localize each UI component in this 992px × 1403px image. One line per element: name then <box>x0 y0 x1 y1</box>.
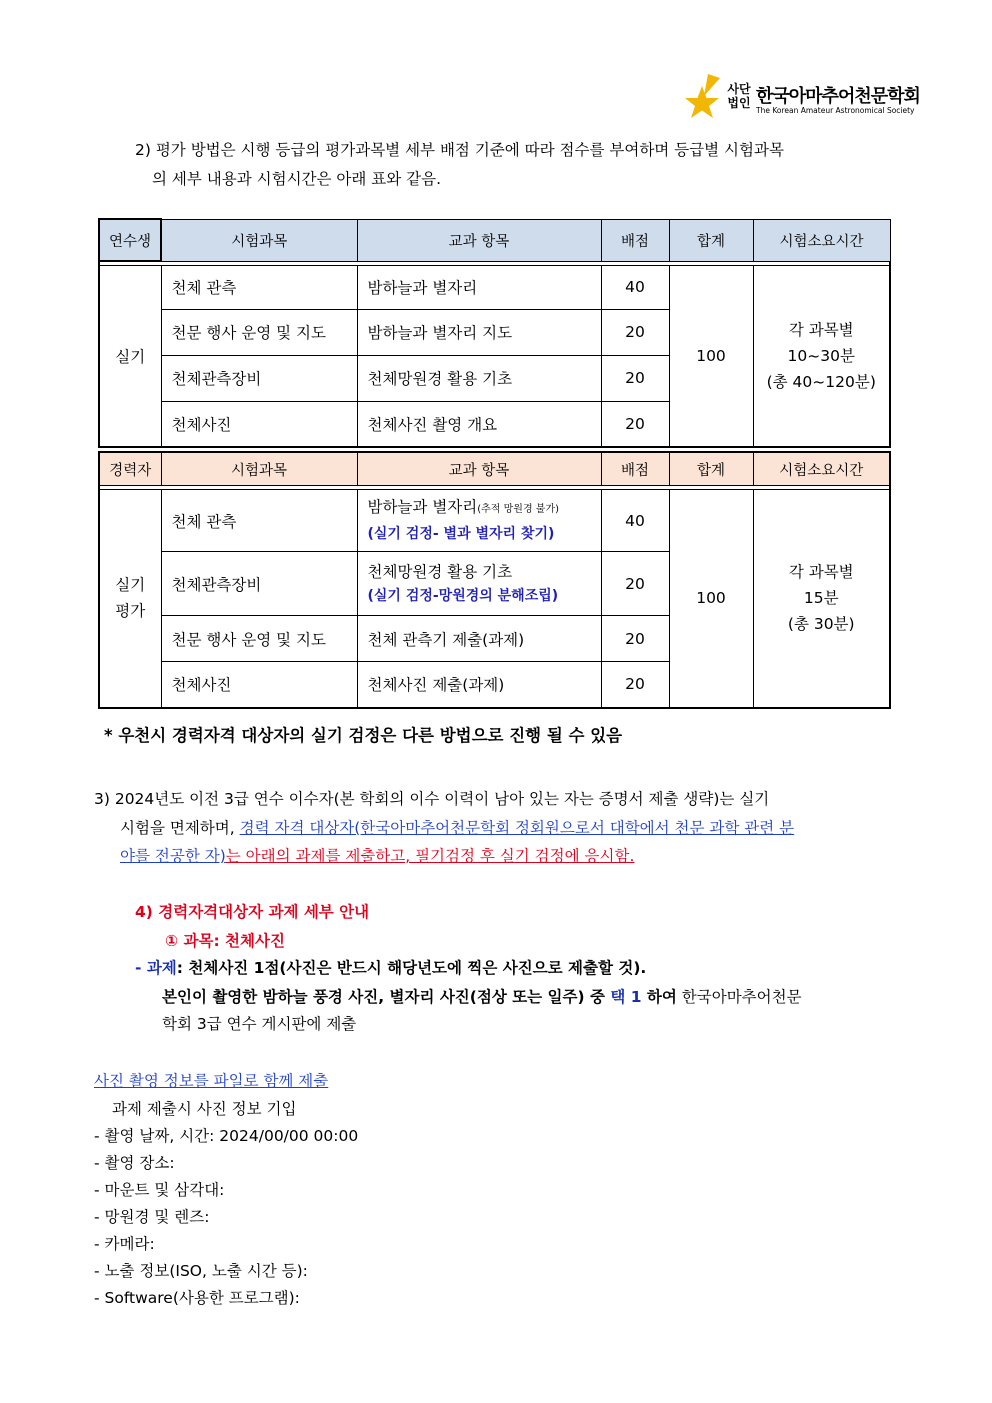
item-cell: 천체망원경 활용 기초 (실기 검정-망원경의 분해조립) <box>357 552 601 616</box>
score-cell: 20 <box>601 355 669 401</box>
header-cell: 합계 <box>669 452 753 486</box>
item-cell: 천체사진 촬영 개요 <box>357 401 601 447</box>
header-cell: 경력자 <box>99 452 161 486</box>
logo-english-name: The Korean Amateur Astronomical Society <box>756 106 915 115</box>
subject-cell: 천체관측장비 <box>161 552 357 616</box>
logo-corp-label: 사단 법인 <box>727 82 751 110</box>
time-cell: 각 과목별 10~30분 (총 40~120분) <box>753 265 890 447</box>
subject-cell: 천체 관측 <box>161 490 357 552</box>
group-cell: 실기 <box>99 265 161 447</box>
table-header-row <box>99 219 890 261</box>
section4-task-detail: 본인이 촬영한 밤하늘 풍경 사진, 별자리 사진(점상 또는 일주) 중 택 1 하여 한국아마추어천문 <box>162 988 802 1006</box>
intro-line-2: 의 세부 내용과 시험시간은 아래 표와 같음. <box>152 170 442 188</box>
group-cell: 실기 평가 <box>99 490 161 708</box>
item-cell: 천체 관측기 제출(과제) <box>357 616 601 662</box>
total-cell: 100 <box>669 490 753 708</box>
photo-info-item: - 촬영 장소: <box>94 1154 175 1172</box>
intro-line-1: 2) 평가 방법은 시행 등급의 평가과목별 세부 배점 기준에 따라 점수를 부여하며 등급별 시험과목 <box>135 141 784 159</box>
section3-line-3: 야를 전공한 자)는 아래의 과제를 제출하고, 필기검정 후 실기 검정에 응시함. <box>120 847 635 865</box>
header-cell: 시험소요시간 <box>753 219 890 261</box>
table-row <box>99 265 890 309</box>
header-cell: 교과 항목 <box>357 452 601 486</box>
photo-info-item: - 노출 정보(ISO, 노출 시간 등): <box>94 1262 308 1280</box>
subject-cell: 천체사진 <box>161 662 357 708</box>
score-cell: 20 <box>601 616 669 662</box>
item-cell: 밤하늘과 별자리 지도 <box>357 309 601 355</box>
experienced-exam-table <box>98 451 891 709</box>
header-cell: 연수생 <box>99 219 161 261</box>
subject-cell: 천체사진 <box>161 401 357 447</box>
star-logo-icon <box>678 72 726 132</box>
rain-note: * 우천시 경력자격 대상자의 실기 검정은 다른 방법으로 진행 될 수 있음 <box>104 726 623 745</box>
photo-info-heading: 사진 촬영 정보를 파일로 함께 제출 <box>94 1072 329 1090</box>
submission-requirement-text: 는 아래의 과제를 제출하고, 필기검정 후 실기 검정에 응시함. <box>225 847 635 865</box>
item-cell: 밤하늘과 별자리(추적 망원경 불가) (실기 검정- 별과 별자리 찾기) <box>357 490 601 552</box>
header-cell: 배점 <box>601 219 669 261</box>
society-logo <box>678 72 920 136</box>
item-cell: 천체사진 제출(과제) <box>357 662 601 708</box>
score-cell: 20 <box>601 662 669 708</box>
subject-cell: 천문 행사 운영 및 지도 <box>161 616 357 662</box>
subject-cell: 천체 관측 <box>161 265 357 309</box>
item-cell: 천체망원경 활용 기초 <box>357 355 601 401</box>
score-cell: 40 <box>601 490 669 552</box>
header-cell: 시험과목 <box>161 452 357 486</box>
section4-task: - 과제: 천체사진 1점(사진은 반드시 해당년도에 찍은 사진으로 제출할 것). <box>135 959 647 977</box>
trainee-exam-table <box>98 218 891 448</box>
logo-society-name: 한국아마추어천문학회 <box>756 86 920 107</box>
subject-cell: 천체관측장비 <box>161 355 357 401</box>
subject-cell: 천문 행사 운영 및 지도 <box>161 309 357 355</box>
table-header-row <box>99 452 890 486</box>
photo-info-item: - 촬영 날짜, 시간: 2024/00/00 00:00 <box>94 1127 359 1145</box>
photo-info-item: - 카메라: <box>94 1235 155 1253</box>
header-cell: 합계 <box>669 219 753 261</box>
header-cell: 배점 <box>601 452 669 486</box>
photo-info-item: - Software(사용한 프로그램): <box>94 1289 300 1307</box>
header-cell: 시험소요시간 <box>753 452 890 486</box>
photo-info-item: - 마운트 및 삼각대: <box>94 1181 225 1199</box>
header-cell: 시험과목 <box>161 219 357 261</box>
score-cell: 20 <box>601 309 669 355</box>
eligibility-text: 경력 자격 대상자(한국아마추어천문학회 정회원으로서 대학에서 천문 과학 관련 분 <box>239 819 795 837</box>
score-cell: 40 <box>601 265 669 309</box>
item-cell: 밤하늘과 별자리 <box>357 265 601 309</box>
score-cell: 20 <box>601 401 669 447</box>
header-cell: 교과 항목 <box>357 219 601 261</box>
total-cell: 100 <box>669 265 753 447</box>
section4-task-detail-2: 학회 3급 연수 게시판에 제출 <box>162 1015 357 1033</box>
score-cell: 20 <box>601 552 669 616</box>
section4-subject: ① 과목: 천체사진 <box>165 932 285 950</box>
section3-line-1: 3) 2024년도 이전 3급 연수 이수자(본 학회의 이수 이력이 남아 있는 자는 증명서 제출 생략)는 실기 <box>94 790 770 808</box>
time-cell: 각 과목별 15분 (총 30분) <box>753 490 890 708</box>
section3-line-2: 시험을 면제하며, 경력 자격 대상자(한국아마추어천문학회 정회원으로서 대학에서 천문 과학 관련 분 <box>120 819 795 837</box>
photo-info-item: - 망원경 및 렌즈: <box>94 1208 210 1226</box>
photo-info-sub: 과제 제출시 사진 정보 기입 <box>112 1100 297 1118</box>
section4-title: 4) 경력자격대상자 과제 세부 안내 <box>135 903 370 921</box>
table-row <box>99 490 890 552</box>
